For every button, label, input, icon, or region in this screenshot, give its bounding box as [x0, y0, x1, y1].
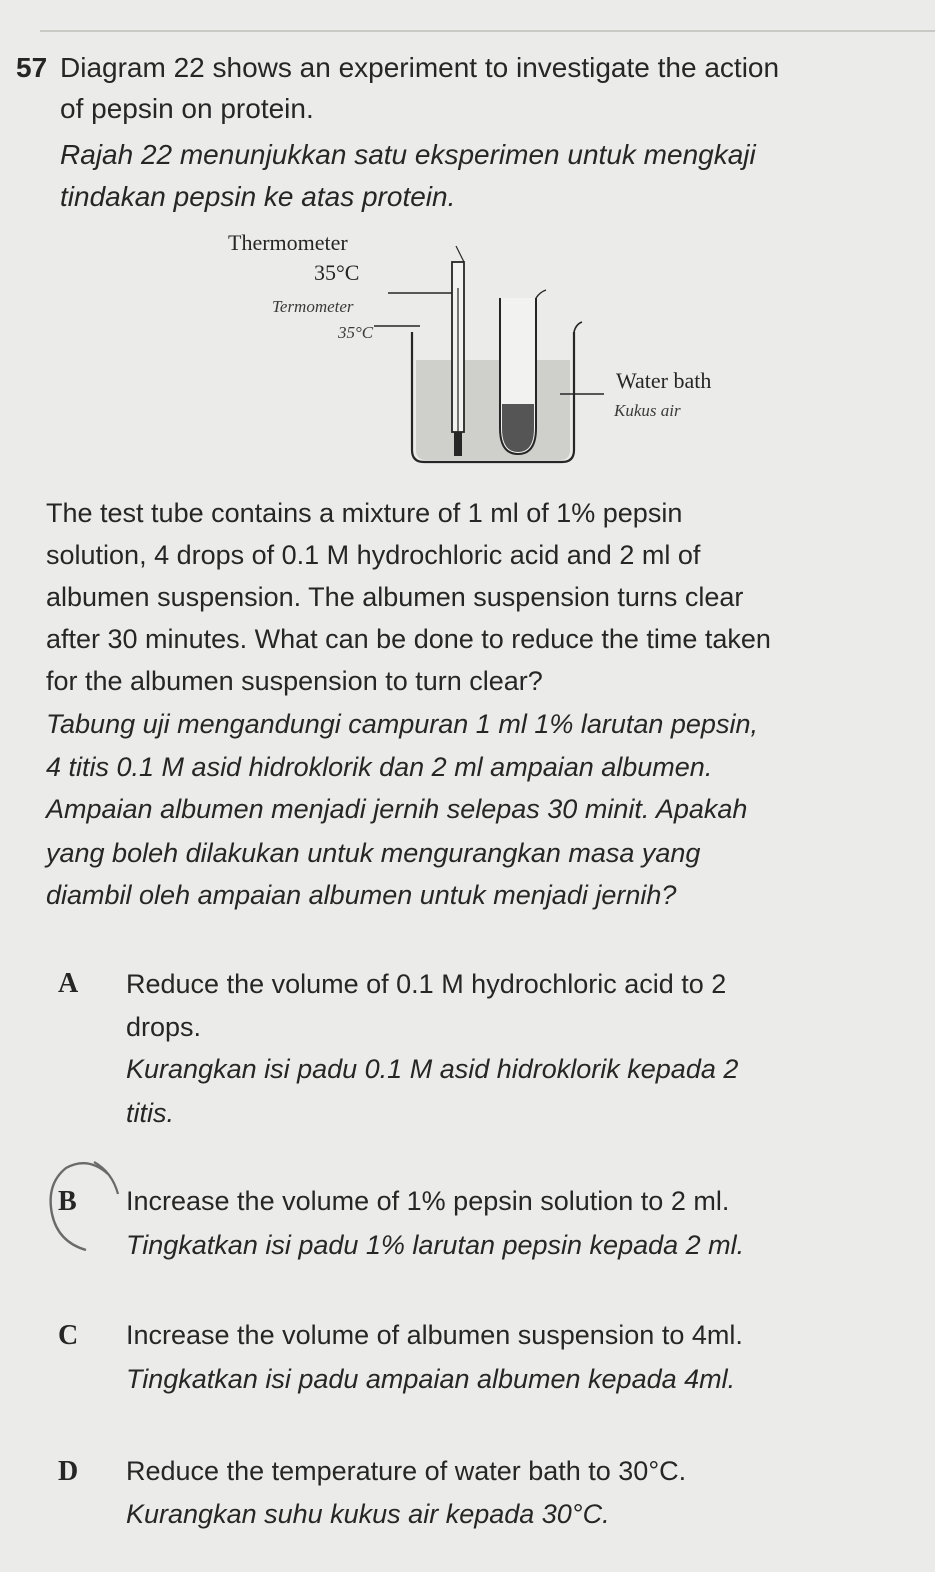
experiment-diagram [228, 228, 748, 478]
option-d-ms-line-1[interactable]: Kurangkan suhu kukus air kepada 30°C. [126, 1499, 610, 1529]
option-b-ms-line-1[interactable]: Tingkatkan isi padu 1% larutan pepsin kepada 2 ml. [126, 1230, 745, 1260]
option-b-en-line-1[interactable]: Increase the volume of 1% pepsin solution to 2 ml. [126, 1186, 730, 1216]
passage-en-line-3: albumen suspension. The albumen suspension turns clear [46, 582, 744, 612]
passage-en-line-4: after 30 minutes. What can be done to reduce the time taken [46, 624, 771, 654]
stem-en-line-2: of pepsin on protein. [60, 93, 314, 124]
beaker-lip [574, 322, 582, 332]
option-a-en-line-1[interactable]: Reduce the volume of 0.1 M hydrochloric acid to 2 [126, 969, 727, 999]
option-a-letter[interactable]: A [58, 968, 79, 999]
option-b-letter[interactable]: B [58, 1186, 77, 1217]
stem-ms-line-2: tindakan pepsin ke atas protein. [60, 181, 456, 212]
passage-ms-line-1: Tabung uji mengandungi campuran 1 ml 1% larutan pepsin, [46, 709, 758, 739]
thermometer-temp-en: 35°C [314, 260, 360, 285]
answer-circle-mark [38, 1154, 128, 1254]
thermometer-label-en: Thermometer [228, 230, 348, 255]
water-bath-label-ms: Kukus air [614, 401, 681, 420]
thermometer-temp-ms: 35°C [338, 323, 374, 342]
mixture [502, 404, 534, 452]
option-d-letter[interactable]: D [58, 1456, 79, 1487]
water-bath-label-en: Water bath [616, 368, 712, 393]
passage-ms-line-4: yang boleh dilakukan untuk mengurangkan masa yang [46, 838, 701, 868]
option-a-ms-line-2[interactable]: titis. [126, 1098, 175, 1128]
option-a-ms-line-1[interactable]: Kurangkan isi padu 0.1 M asid hidroklorik kepada 2 [126, 1054, 739, 1084]
stem-ms-line-1: Rajah 22 menunjukkan satu eksperimen untuk mengkaji [60, 139, 756, 170]
top-rule [40, 30, 935, 32]
water [416, 360, 570, 460]
option-c-ms-line-1[interactable]: Tingkatkan isi padu ampaian albumen kepada 4ml. [126, 1364, 736, 1394]
passage-en-line-2: solution, 4 drops of 0.1 M hydrochloric acid and 2 ml of [46, 540, 701, 570]
passage-ms-line-5: diambil oleh ampaian albumen untuk menjadi jernih? [46, 880, 677, 910]
option-a-en-line-2[interactable]: drops. [126, 1012, 202, 1042]
passage-ms-line-2: 4 titis 0.1 M asid hidroklorik dan 2 ml ampaian albumen. [46, 752, 713, 782]
thermometer-bulb [454, 432, 462, 456]
passage-ms-line-3: Ampaian albumen menjadi jernih selepas 30 minit. Apakah [46, 794, 748, 824]
option-c-letter[interactable]: C [58, 1320, 79, 1351]
question-number: 57 [16, 52, 48, 83]
stem-en-line-1: Diagram 22 shows an experiment to investigate the action [60, 52, 780, 83]
option-c-en-line-1[interactable]: Increase the volume of albumen suspension to 4ml. [126, 1320, 743, 1350]
thermometer-label-ms: Termometer [272, 297, 354, 316]
passage-en-line-1: The test tube contains a mixture of 1 ml of 1% pepsin [46, 498, 683, 528]
passage-en-line-5: for the albumen suspension to turn clear? [46, 666, 543, 696]
option-d-en-line-1[interactable]: Reduce the temperature of water bath to 30°C. [126, 1456, 687, 1486]
